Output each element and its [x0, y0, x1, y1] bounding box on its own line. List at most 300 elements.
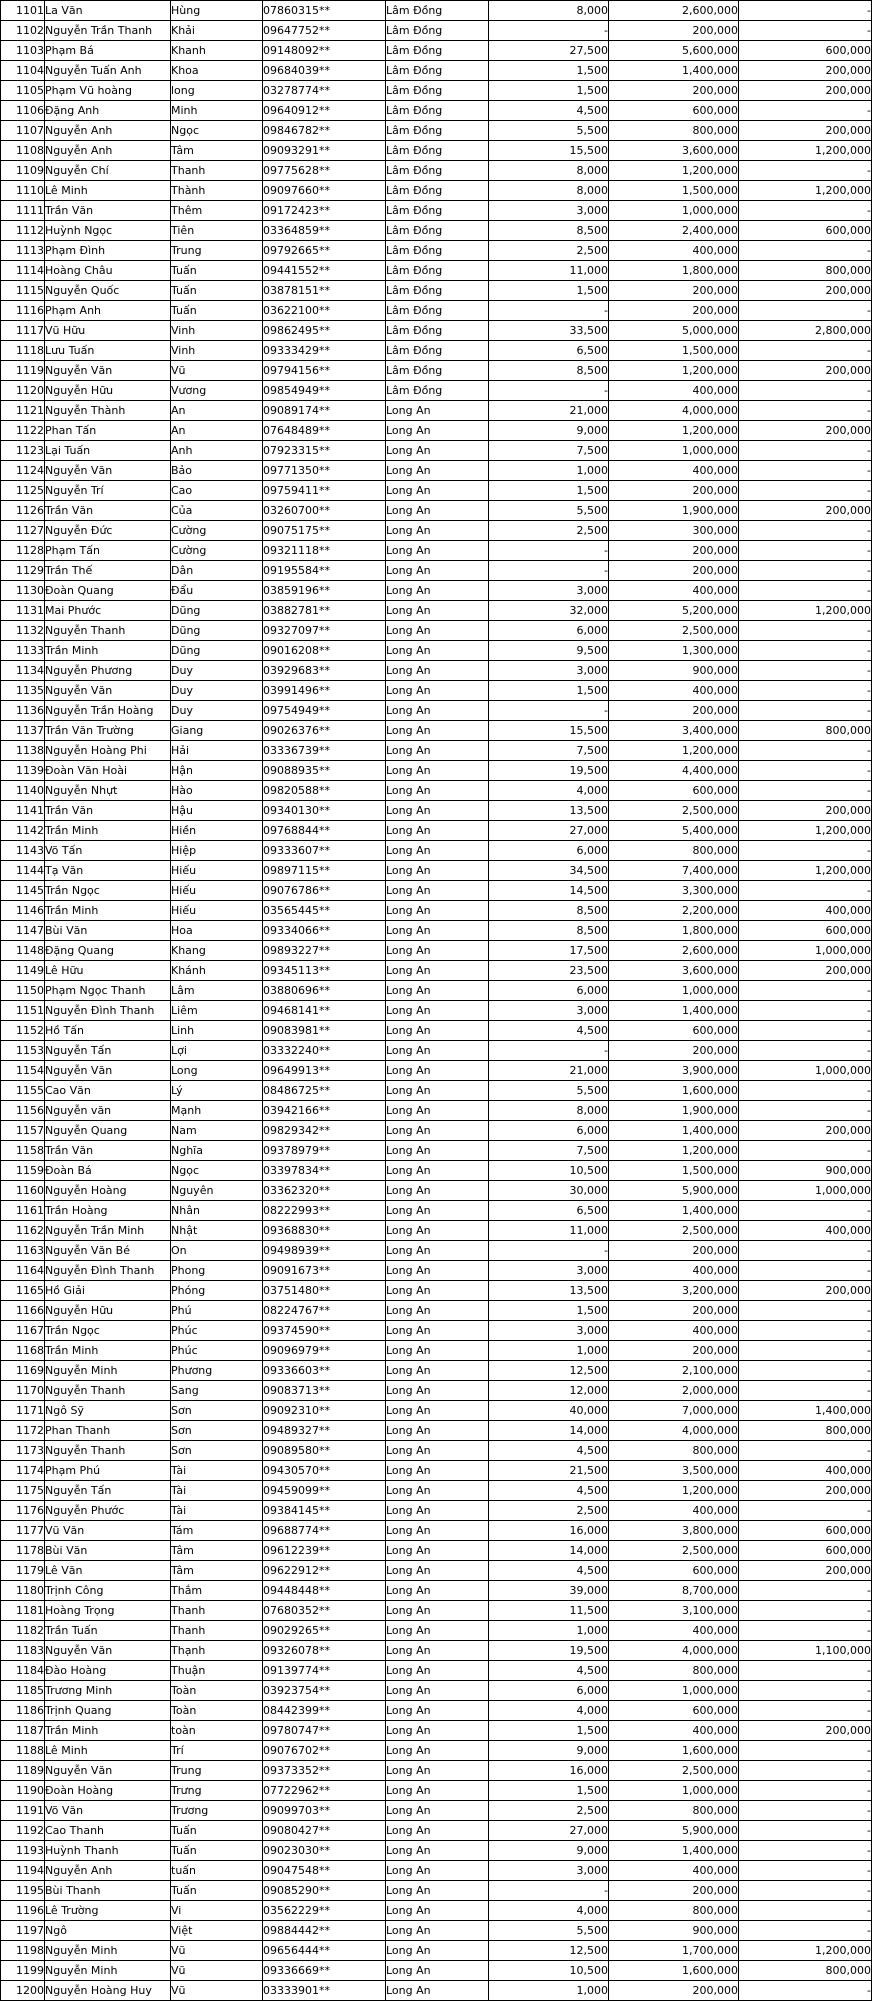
- cell-last-name[interactable]: Nguyễn Hoàng Huy: [45, 1981, 171, 2001]
- cell-amount-1[interactable]: 15,500: [489, 141, 609, 161]
- cell-amount-3[interactable]: 800,000: [739, 1421, 872, 1441]
- cell-row-id[interactable]: 1179: [1, 1561, 45, 1581]
- cell-amount-1[interactable]: 1,000: [489, 1981, 609, 2001]
- cell-phone-masked[interactable]: 09029265**: [263, 1621, 386, 1641]
- cell-amount-3[interactable]: 200,000: [739, 121, 872, 141]
- cell-amount-1[interactable]: 12,500: [489, 1361, 609, 1381]
- cell-amount-1[interactable]: 12,000: [489, 1381, 609, 1401]
- cell-amount-1[interactable]: -: [489, 701, 609, 721]
- cell-phone-masked[interactable]: 09441552**: [263, 261, 386, 281]
- cell-amount-3[interactable]: -: [739, 761, 872, 781]
- cell-amount-1[interactable]: 19,500: [489, 1641, 609, 1661]
- cell-first-name[interactable]: Thuận: [171, 1661, 263, 1681]
- cell-amount-3[interactable]: -: [739, 881, 872, 901]
- cell-province[interactable]: Long An: [386, 1981, 489, 2001]
- cell-amount-1[interactable]: 1,000: [489, 1621, 609, 1641]
- cell-row-id[interactable]: 1197: [1, 1921, 45, 1941]
- cell-phone-masked[interactable]: 03364859**: [263, 221, 386, 241]
- cell-amount-3[interactable]: 600,000: [739, 41, 872, 61]
- cell-amount-2[interactable]: 1,200,000: [609, 421, 739, 441]
- cell-amount-2[interactable]: 2,400,000: [609, 221, 739, 241]
- cell-amount-1[interactable]: 17,500: [489, 941, 609, 961]
- cell-amount-3[interactable]: 600,000: [739, 921, 872, 941]
- cell-amount-2[interactable]: 400,000: [609, 1721, 739, 1741]
- cell-phone-masked[interactable]: 09340130**: [263, 801, 386, 821]
- cell-last-name[interactable]: Nguyễn Nhựt: [45, 781, 171, 801]
- cell-amount-1[interactable]: 15,500: [489, 721, 609, 741]
- cell-last-name[interactable]: Nguyễn Phương: [45, 661, 171, 681]
- cell-amount-1[interactable]: 5,500: [489, 501, 609, 521]
- cell-first-name[interactable]: tuấn: [171, 1861, 263, 1881]
- cell-province[interactable]: Long An: [386, 1721, 489, 1741]
- cell-last-name[interactable]: Trần Minh: [45, 1721, 171, 1741]
- cell-phone-masked[interactable]: 07648489**: [263, 421, 386, 441]
- cell-phone-masked[interactable]: 09384145**: [263, 1501, 386, 1521]
- cell-amount-1[interactable]: 10,500: [489, 1961, 609, 1981]
- cell-amount-2[interactable]: 1,400,000: [609, 61, 739, 81]
- cell-row-id[interactable]: 1175: [1, 1481, 45, 1501]
- cell-amount-3[interactable]: -: [739, 1681, 872, 1701]
- cell-first-name[interactable]: Tiên: [171, 221, 263, 241]
- cell-amount-3[interactable]: 1,200,000: [739, 821, 872, 841]
- cell-amount-2[interactable]: 400,000: [609, 461, 739, 481]
- cell-amount-2[interactable]: 800,000: [609, 1441, 739, 1461]
- cell-amount-1[interactable]: 1,500: [489, 81, 609, 101]
- cell-amount-2[interactable]: 200,000: [609, 701, 739, 721]
- cell-province[interactable]: Long An: [386, 1801, 489, 1821]
- cell-row-id[interactable]: 1140: [1, 781, 45, 801]
- cell-last-name[interactable]: Phan Tấn: [45, 421, 171, 441]
- cell-last-name[interactable]: Ngô Sỹ: [45, 1401, 171, 1421]
- cell-last-name[interactable]: Trần Ngọc: [45, 1321, 171, 1341]
- cell-phone-masked[interactable]: 09792665**: [263, 241, 386, 261]
- cell-amount-3[interactable]: -: [739, 1581, 872, 1601]
- cell-row-id[interactable]: 1176: [1, 1501, 45, 1521]
- cell-amount-2[interactable]: 2,500,000: [609, 1541, 739, 1561]
- cell-row-id[interactable]: 1172: [1, 1421, 45, 1441]
- cell-first-name[interactable]: Sang: [171, 1381, 263, 1401]
- cell-last-name[interactable]: Đoàn Bá: [45, 1161, 171, 1181]
- cell-phone-masked[interactable]: 09640912**: [263, 101, 386, 121]
- cell-row-id[interactable]: 1192: [1, 1821, 45, 1841]
- cell-province[interactable]: Long An: [386, 1541, 489, 1561]
- cell-province[interactable]: Long An: [386, 861, 489, 881]
- cell-phone-masked[interactable]: 03923754**: [263, 1681, 386, 1701]
- cell-amount-1[interactable]: 7,500: [489, 741, 609, 761]
- cell-first-name[interactable]: Vũ: [171, 1941, 263, 1961]
- cell-amount-3[interactable]: 200,000: [739, 1561, 872, 1581]
- cell-first-name[interactable]: Vinh: [171, 341, 263, 361]
- cell-amount-2[interactable]: 800,000: [609, 1661, 739, 1681]
- cell-amount-3[interactable]: -: [739, 301, 872, 321]
- cell-last-name[interactable]: Trần Tuấn: [45, 1621, 171, 1641]
- cell-row-id[interactable]: 1164: [1, 1261, 45, 1281]
- cell-province[interactable]: Long An: [386, 1561, 489, 1581]
- cell-province[interactable]: Long An: [386, 581, 489, 601]
- cell-phone-masked[interactable]: 09172423**: [263, 201, 386, 221]
- cell-amount-2[interactable]: 300,000: [609, 521, 739, 541]
- cell-row-id[interactable]: 1168: [1, 1341, 45, 1361]
- cell-last-name[interactable]: Lại Tuấn: [45, 441, 171, 461]
- cell-last-name[interactable]: Trịnh Quang: [45, 1701, 171, 1721]
- cell-amount-1[interactable]: 30,000: [489, 1181, 609, 1201]
- cell-amount-3[interactable]: -: [739, 841, 872, 861]
- cell-province[interactable]: Long An: [386, 841, 489, 861]
- cell-amount-2[interactable]: 3,600,000: [609, 961, 739, 981]
- cell-amount-3[interactable]: 2,800,000: [739, 321, 872, 341]
- cell-amount-3[interactable]: -: [739, 1261, 872, 1281]
- cell-last-name[interactable]: Nguyễn Hoàng Phi: [45, 741, 171, 761]
- cell-row-id[interactable]: 1114: [1, 261, 45, 281]
- cell-last-name[interactable]: Trần Văn: [45, 801, 171, 821]
- cell-province[interactable]: Long An: [386, 881, 489, 901]
- cell-first-name[interactable]: Duy: [171, 701, 263, 721]
- cell-amount-1[interactable]: 8,000: [489, 161, 609, 181]
- cell-province[interactable]: Long An: [386, 1701, 489, 1721]
- cell-first-name[interactable]: Trung: [171, 1761, 263, 1781]
- cell-amount-3[interactable]: -: [739, 1761, 872, 1781]
- cell-first-name[interactable]: Tuấn: [171, 1841, 263, 1861]
- cell-province[interactable]: Long An: [386, 1181, 489, 1201]
- cell-phone-masked[interactable]: 09768844**: [263, 821, 386, 841]
- cell-first-name[interactable]: Ngọc: [171, 1161, 263, 1181]
- cell-province[interactable]: Long An: [386, 481, 489, 501]
- cell-amount-3[interactable]: 1,200,000: [739, 861, 872, 881]
- cell-last-name[interactable]: Nguyễn Quang: [45, 1121, 171, 1141]
- cell-amount-3[interactable]: -: [739, 1301, 872, 1321]
- cell-phone-masked[interactable]: 03622100**: [263, 301, 386, 321]
- cell-row-id[interactable]: 1108: [1, 141, 45, 161]
- cell-amount-3[interactable]: 1,100,000: [739, 1641, 872, 1661]
- cell-province[interactable]: Long An: [386, 1881, 489, 1901]
- cell-first-name[interactable]: Tâm: [171, 141, 263, 161]
- cell-amount-1[interactable]: 4,500: [489, 1481, 609, 1501]
- cell-province[interactable]: Long An: [386, 1061, 489, 1081]
- cell-phone-masked[interactable]: 09368830**: [263, 1221, 386, 1241]
- cell-phone-masked[interactable]: 09092310**: [263, 1401, 386, 1421]
- cell-amount-2[interactable]: 200,000: [609, 1241, 739, 1261]
- cell-phone-masked[interactable]: 03878151**: [263, 281, 386, 301]
- cell-first-name[interactable]: Hải: [171, 741, 263, 761]
- cell-province[interactable]: Long An: [386, 1041, 489, 1061]
- cell-last-name[interactable]: Nguyễn Trần Minh: [45, 1221, 171, 1241]
- cell-row-id[interactable]: 1124: [1, 461, 45, 481]
- cell-amount-2[interactable]: 2,600,000: [609, 1, 739, 21]
- cell-phone-masked[interactable]: 03332240**: [263, 1041, 386, 1061]
- cell-phone-masked[interactable]: 08222993**: [263, 1201, 386, 1221]
- cell-last-name[interactable]: Nguyễn Đức: [45, 521, 171, 541]
- cell-row-id[interactable]: 1145: [1, 881, 45, 901]
- cell-amount-2[interactable]: 200,000: [609, 541, 739, 561]
- cell-province[interactable]: Long An: [386, 1761, 489, 1781]
- cell-row-id[interactable]: 1132: [1, 621, 45, 641]
- cell-amount-1[interactable]: 1,000: [489, 1341, 609, 1361]
- cell-province[interactable]: Long An: [386, 1601, 489, 1621]
- cell-first-name[interactable]: Dũng: [171, 641, 263, 661]
- cell-amount-1[interactable]: 6,000: [489, 1121, 609, 1141]
- cell-amount-1[interactable]: 8,500: [489, 221, 609, 241]
- cell-amount-1[interactable]: 6,500: [489, 341, 609, 361]
- cell-first-name[interactable]: Sơn: [171, 1401, 263, 1421]
- cell-province[interactable]: Long An: [386, 1581, 489, 1601]
- cell-phone-masked[interactable]: 09076702**: [263, 1741, 386, 1761]
- cell-amount-1[interactable]: 1,500: [489, 1301, 609, 1321]
- cell-phone-masked[interactable]: 09099703**: [263, 1801, 386, 1821]
- cell-amount-1[interactable]: 2,500: [489, 521, 609, 541]
- cell-last-name[interactable]: Nguyễn Thanh: [45, 1441, 171, 1461]
- cell-province[interactable]: Long An: [386, 681, 489, 701]
- cell-province[interactable]: Lâm Đồng: [386, 261, 489, 281]
- cell-phone-masked[interactable]: 08442399**: [263, 1701, 386, 1721]
- cell-first-name[interactable]: Toàn: [171, 1681, 263, 1701]
- cell-amount-1[interactable]: 5,500: [489, 1921, 609, 1941]
- cell-last-name[interactable]: Nguyễn Hữu: [45, 381, 171, 401]
- cell-amount-1[interactable]: 8,000: [489, 181, 609, 201]
- cell-amount-3[interactable]: 1,000,000: [739, 941, 872, 961]
- cell-phone-masked[interactable]: 09083981**: [263, 1021, 386, 1041]
- cell-province[interactable]: Lâm Đồng: [386, 161, 489, 181]
- cell-phone-masked[interactable]: 09612239**: [263, 1541, 386, 1561]
- cell-phone-masked[interactable]: 09083713**: [263, 1381, 386, 1401]
- cell-first-name[interactable]: Đẩu: [171, 581, 263, 601]
- cell-amount-1[interactable]: 5,500: [489, 121, 609, 141]
- cell-phone-masked[interactable]: 09148092**: [263, 41, 386, 61]
- cell-last-name[interactable]: La Văn: [45, 1, 171, 21]
- cell-province[interactable]: Long An: [386, 501, 489, 521]
- cell-amount-2[interactable]: 8,700,000: [609, 1581, 739, 1601]
- cell-amount-1[interactable]: 27,500: [489, 41, 609, 61]
- cell-row-id[interactable]: 1158: [1, 1141, 45, 1161]
- cell-row-id[interactable]: 1110: [1, 181, 45, 201]
- cell-first-name[interactable]: Lâm: [171, 981, 263, 1001]
- cell-row-id[interactable]: 1193: [1, 1841, 45, 1861]
- cell-last-name[interactable]: Nguyễn Đình Thanh: [45, 1261, 171, 1281]
- cell-first-name[interactable]: Phúc: [171, 1341, 263, 1361]
- cell-last-name[interactable]: Trần Minh: [45, 821, 171, 841]
- cell-phone-masked[interactable]: 03333901**: [263, 1981, 386, 2001]
- cell-amount-2[interactable]: 1,800,000: [609, 921, 739, 941]
- cell-amount-3[interactable]: 200,000: [739, 801, 872, 821]
- cell-first-name[interactable]: Tuấn: [171, 301, 263, 321]
- cell-last-name[interactable]: Nguyễn Văn: [45, 1061, 171, 1081]
- cell-province[interactable]: Lâm Đồng: [386, 241, 489, 261]
- cell-phone-masked[interactable]: 09430570**: [263, 1461, 386, 1481]
- cell-phone-masked[interactable]: 09075175**: [263, 521, 386, 541]
- cell-amount-1[interactable]: 13,500: [489, 801, 609, 821]
- cell-row-id[interactable]: 1199: [1, 1961, 45, 1981]
- cell-amount-2[interactable]: 1,400,000: [609, 1001, 739, 1021]
- cell-row-id[interactable]: 1147: [1, 921, 45, 941]
- cell-amount-2[interactable]: 4,400,000: [609, 761, 739, 781]
- cell-amount-1[interactable]: 19,500: [489, 761, 609, 781]
- cell-province[interactable]: Long An: [386, 1821, 489, 1841]
- cell-phone-masked[interactable]: 09862495**: [263, 321, 386, 341]
- cell-amount-1[interactable]: 6,000: [489, 1681, 609, 1701]
- cell-first-name[interactable]: Khải: [171, 21, 263, 41]
- cell-row-id[interactable]: 1119: [1, 361, 45, 381]
- cell-province[interactable]: Lâm Đồng: [386, 381, 489, 401]
- cell-phone-masked[interactable]: 09649913**: [263, 1061, 386, 1081]
- cell-province[interactable]: Lâm Đồng: [386, 101, 489, 121]
- cell-first-name[interactable]: Hào: [171, 781, 263, 801]
- cell-amount-1[interactable]: 4,000: [489, 1701, 609, 1721]
- cell-last-name[interactable]: Nguyễn Trần Thanh: [45, 21, 171, 41]
- cell-province[interactable]: Long An: [386, 1241, 489, 1261]
- cell-amount-2[interactable]: 3,400,000: [609, 721, 739, 741]
- cell-phone-masked[interactable]: 03565445**: [263, 901, 386, 921]
- cell-row-id[interactable]: 1137: [1, 721, 45, 741]
- cell-province[interactable]: Long An: [386, 901, 489, 921]
- cell-amount-2[interactable]: 7,000,000: [609, 1401, 739, 1421]
- cell-amount-1[interactable]: 5,500: [489, 1081, 609, 1101]
- cell-amount-3[interactable]: 1,200,000: [739, 1941, 872, 1961]
- cell-phone-masked[interactable]: 09026376**: [263, 721, 386, 741]
- cell-first-name[interactable]: Liêm: [171, 1001, 263, 1021]
- cell-phone-masked[interactable]: 09374590**: [263, 1321, 386, 1341]
- cell-amount-1[interactable]: 32,000: [489, 601, 609, 621]
- cell-amount-3[interactable]: -: [739, 1741, 872, 1761]
- cell-last-name[interactable]: Ngô: [45, 1921, 171, 1941]
- cell-last-name[interactable]: Bùi Thanh: [45, 1881, 171, 1901]
- cell-phone-masked[interactable]: 09622912**: [263, 1561, 386, 1581]
- cell-amount-2[interactable]: 7,400,000: [609, 861, 739, 881]
- cell-amount-2[interactable]: 3,800,000: [609, 1521, 739, 1541]
- cell-row-id[interactable]: 1149: [1, 961, 45, 981]
- cell-province[interactable]: Long An: [386, 781, 489, 801]
- cell-province[interactable]: Lâm Đồng: [386, 361, 489, 381]
- cell-amount-2[interactable]: 600,000: [609, 101, 739, 121]
- cell-amount-3[interactable]: -: [739, 561, 872, 581]
- cell-amount-3[interactable]: -: [739, 1141, 872, 1161]
- cell-amount-3[interactable]: 200,000: [739, 501, 872, 521]
- cell-province[interactable]: Lâm Đồng: [386, 341, 489, 361]
- cell-amount-3[interactable]: -: [739, 541, 872, 561]
- cell-first-name[interactable]: Tuấn: [171, 281, 263, 301]
- cell-first-name[interactable]: Trương: [171, 1801, 263, 1821]
- cell-amount-1[interactable]: 13,500: [489, 1281, 609, 1301]
- cell-last-name[interactable]: Trần Minh: [45, 1341, 171, 1361]
- cell-amount-2[interactable]: 1,800,000: [609, 261, 739, 281]
- cell-amount-3[interactable]: -: [739, 1201, 872, 1221]
- cell-amount-2[interactable]: 2,500,000: [609, 1221, 739, 1241]
- cell-province[interactable]: Long An: [386, 1941, 489, 1961]
- cell-phone-masked[interactable]: 09195584**: [263, 561, 386, 581]
- cell-amount-2[interactable]: 3,600,000: [609, 141, 739, 161]
- cell-amount-2[interactable]: 2,100,000: [609, 1361, 739, 1381]
- cell-row-id[interactable]: 1159: [1, 1161, 45, 1181]
- cell-row-id[interactable]: 1152: [1, 1021, 45, 1041]
- cell-phone-masked[interactable]: 09884442**: [263, 1921, 386, 1941]
- cell-amount-1[interactable]: 6,000: [489, 981, 609, 1001]
- cell-amount-1[interactable]: 1,500: [489, 61, 609, 81]
- cell-row-id[interactable]: 1121: [1, 401, 45, 421]
- cell-phone-masked[interactable]: 09326078**: [263, 1641, 386, 1661]
- cell-phone-masked[interactable]: 07923315**: [263, 441, 386, 461]
- cell-first-name[interactable]: Nam: [171, 1121, 263, 1141]
- cell-first-name[interactable]: Tài: [171, 1461, 263, 1481]
- cell-row-id[interactable]: 1181: [1, 1601, 45, 1621]
- cell-province[interactable]: Long An: [386, 821, 489, 841]
- cell-last-name[interactable]: Nguyễn Thành: [45, 401, 171, 421]
- cell-row-id[interactable]: 1102: [1, 21, 45, 41]
- cell-province[interactable]: Long An: [386, 1641, 489, 1661]
- cell-last-name[interactable]: Hồ Giải: [45, 1281, 171, 1301]
- cell-phone-masked[interactable]: 09468141**: [263, 1001, 386, 1021]
- cell-amount-2[interactable]: 3,200,000: [609, 1281, 739, 1301]
- cell-amount-3[interactable]: -: [739, 781, 872, 801]
- cell-province[interactable]: Long An: [386, 1281, 489, 1301]
- cell-first-name[interactable]: Duy: [171, 661, 263, 681]
- cell-last-name[interactable]: Trương Minh: [45, 1681, 171, 1701]
- cell-first-name[interactable]: Lợi: [171, 1041, 263, 1061]
- cell-province[interactable]: Long An: [386, 1621, 489, 1641]
- cell-last-name[interactable]: Phạm Vũ hoàng: [45, 81, 171, 101]
- cell-province[interactable]: Long An: [386, 1961, 489, 1981]
- cell-amount-1[interactable]: 40,000: [489, 1401, 609, 1421]
- cell-first-name[interactable]: Nhật: [171, 1221, 263, 1241]
- cell-last-name[interactable]: Cao Văn: [45, 1081, 171, 1101]
- cell-province[interactable]: Long An: [386, 1021, 489, 1041]
- cell-first-name[interactable]: Toàn: [171, 1701, 263, 1721]
- cell-province[interactable]: Long An: [386, 701, 489, 721]
- cell-phone-masked[interactable]: 09088935**: [263, 761, 386, 781]
- cell-row-id[interactable]: 1129: [1, 561, 45, 581]
- cell-first-name[interactable]: Hiếu: [171, 861, 263, 881]
- cell-amount-3[interactable]: -: [739, 481, 872, 501]
- cell-amount-3[interactable]: -: [739, 461, 872, 481]
- cell-last-name[interactable]: Bùi Văn: [45, 921, 171, 941]
- cell-amount-1[interactable]: 3,000: [489, 661, 609, 681]
- cell-row-id[interactable]: 1198: [1, 1941, 45, 1961]
- cell-row-id[interactable]: 1138: [1, 741, 45, 761]
- cell-last-name[interactable]: Nguyễn Tấn: [45, 1041, 171, 1061]
- cell-amount-3[interactable]: -: [739, 741, 872, 761]
- cell-amount-2[interactable]: 200,000: [609, 301, 739, 321]
- cell-amount-3[interactable]: 1,200,000: [739, 601, 872, 621]
- cell-amount-1[interactable]: 14,000: [489, 1421, 609, 1441]
- cell-last-name[interactable]: Hồ Tấn: [45, 1021, 171, 1041]
- cell-row-id[interactable]: 1189: [1, 1761, 45, 1781]
- cell-phone-masked[interactable]: 09656444**: [263, 1941, 386, 1961]
- cell-first-name[interactable]: Tài: [171, 1481, 263, 1501]
- cell-phone-masked[interactable]: 03942166**: [263, 1101, 386, 1121]
- cell-province[interactable]: Long An: [386, 1341, 489, 1361]
- cell-province[interactable]: Long An: [386, 1781, 489, 1801]
- cell-last-name[interactable]: Trần Văn: [45, 1141, 171, 1161]
- cell-first-name[interactable]: Phú: [171, 1301, 263, 1321]
- cell-province[interactable]: Lâm Đồng: [386, 81, 489, 101]
- cell-amount-3[interactable]: 900,000: [739, 1161, 872, 1181]
- cell-last-name[interactable]: Trần Hoàng: [45, 1201, 171, 1221]
- cell-amount-2[interactable]: 400,000: [609, 241, 739, 261]
- cell-row-id[interactable]: 1126: [1, 501, 45, 521]
- cell-province[interactable]: Long An: [386, 1361, 489, 1381]
- cell-amount-2[interactable]: 1,500,000: [609, 1161, 739, 1181]
- cell-phone-masked[interactable]: 09333607**: [263, 841, 386, 861]
- cell-amount-3[interactable]: 600,000: [739, 221, 872, 241]
- cell-amount-3[interactable]: -: [739, 21, 872, 41]
- cell-row-id[interactable]: 1163: [1, 1241, 45, 1261]
- cell-amount-2[interactable]: 1,600,000: [609, 1961, 739, 1981]
- cell-row-id[interactable]: 1120: [1, 381, 45, 401]
- cell-amount-2[interactable]: 3,100,000: [609, 1601, 739, 1621]
- cell-last-name[interactable]: Đặng Quang: [45, 941, 171, 961]
- cell-amount-3[interactable]: -: [739, 201, 872, 221]
- cell-amount-3[interactable]: 200,000: [739, 1281, 872, 1301]
- cell-amount-2[interactable]: 4,000,000: [609, 1421, 739, 1441]
- cell-row-id[interactable]: 1142: [1, 821, 45, 841]
- cell-last-name[interactable]: Nguyễn Văn: [45, 461, 171, 481]
